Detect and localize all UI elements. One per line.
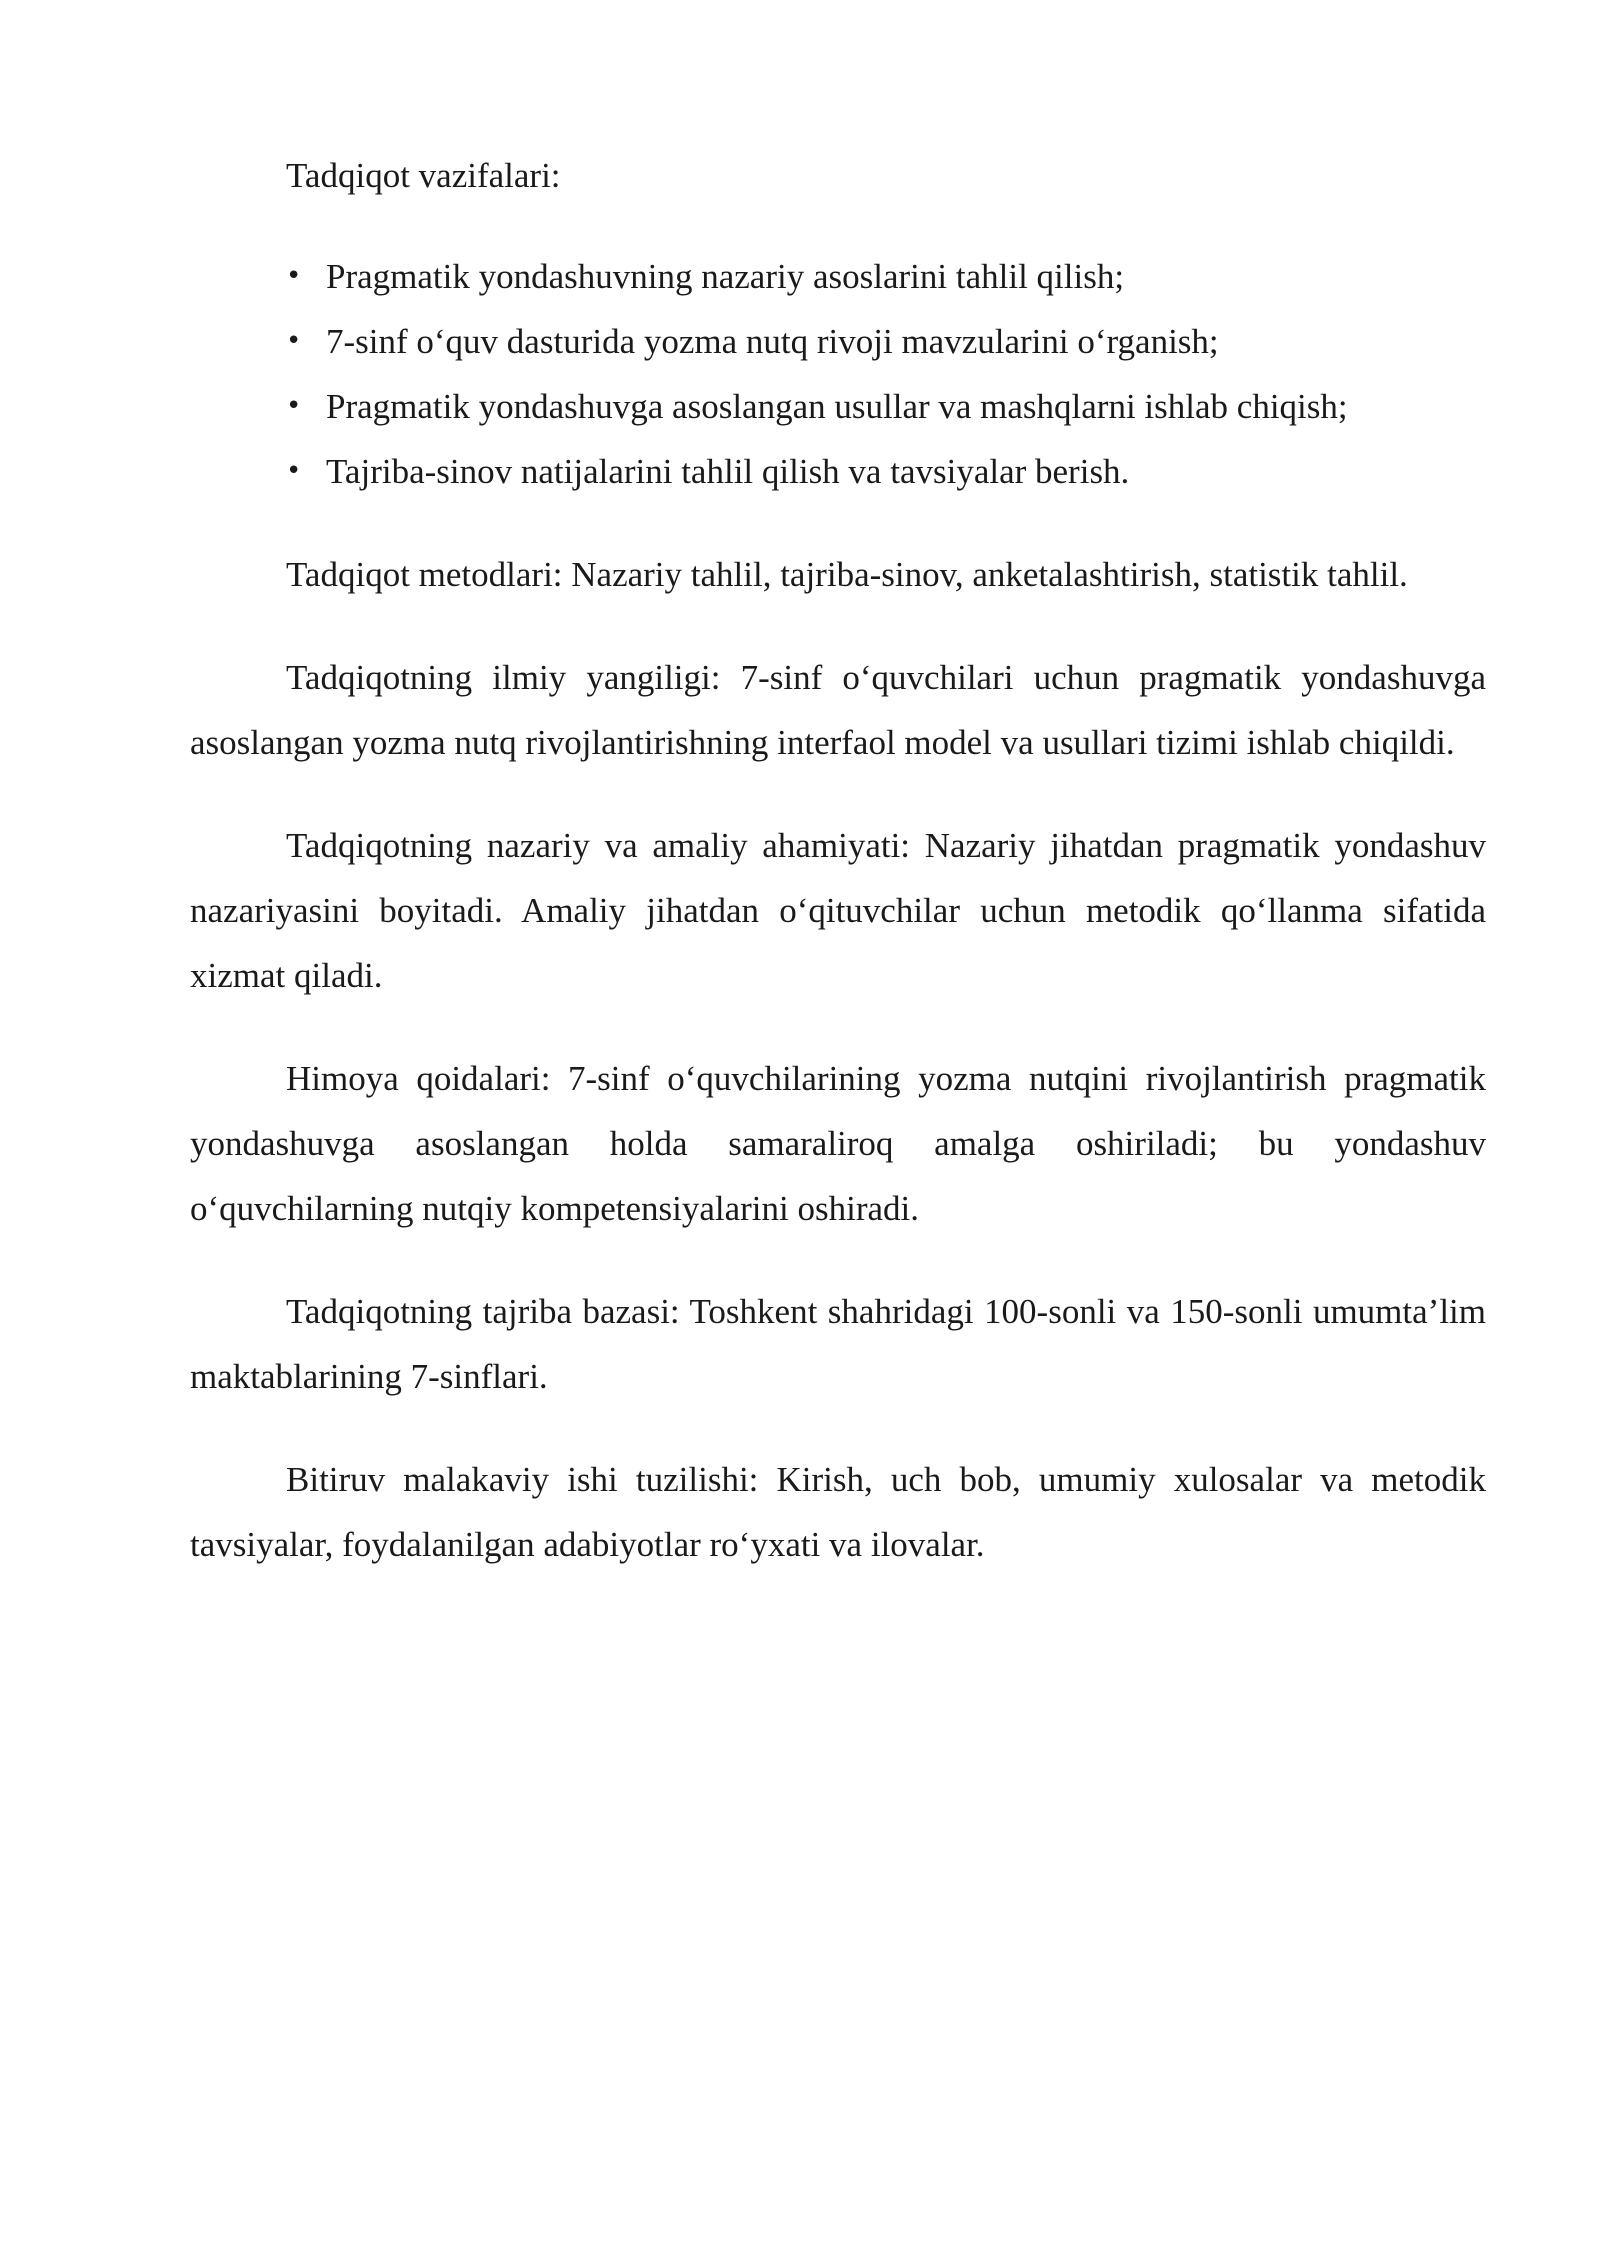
bullet-icon: • — [286, 261, 302, 291]
experimental-base-paragraph: Tadqiqotning tajriba bazasi: Toshkent shahridagi 100-sonli va 150-sonli umumta’lim maktablarining 7-sinflari. — [190, 1292, 1486, 1396]
tasks-list — [190, 244, 1486, 504]
page-content — [190, 143, 1486, 1577]
task-text: Pragmatik yondashuvga asoslangan usullar va mashqlarni ishlab chiqish; — [326, 387, 1348, 426]
significance-paragraph: Tadqiqotning nazariy va amaliy ahamiyati: Nazariy jihatdan pragmatik yondashuv nazariyasini boyitadi. Amaliy jihatdan o‘qituvchilar uchun metodik qo‘llanma sifatida xizmat qiladi. — [190, 826, 1486, 995]
list-item — [286, 244, 1486, 309]
task-text: 7-sinf o‘quv dasturida yozma nutq rivoji mavzularini o‘rganish; — [326, 322, 1219, 361]
novelty-paragraph: Tadqiqotning ilmiy yangiligi: 7-sinf o‘quvchilari uchun pragmatik yondashuvga asoslangan yozma nutq rivojlantirishning interfaol model va usullari tizimi ishlab chiqildi. — [190, 658, 1486, 762]
tasks-heading: Tadqiqot vazifalari: — [286, 156, 561, 195]
bullet-icon: • — [286, 391, 302, 421]
task-text: Pragmatik yondashuvning nazariy asoslarini tahlil qilish; — [326, 257, 1125, 296]
list-item — [286, 439, 1486, 504]
list-item — [286, 374, 1486, 439]
structure-paragraph: Bitiruv malakaviy ishi tuzilishi: Kirish, uch bob, umumiy xulosalar va metodik tavsiyalar, foydalanilgan adabiyotlar ro‘yxati va ilovalar. — [190, 1460, 1486, 1564]
methods-paragraph: Tadqiqot metodlari: Nazariy tahlil, tajriba-sinov, anketalashtirish, statistik tahlil. — [286, 555, 1408, 594]
bullet-icon: • — [286, 326, 302, 356]
bullet-icon: • — [286, 456, 302, 486]
list-item — [286, 309, 1486, 374]
task-text: Tajriba-sinov natijalarini tahlil qilish va tavsiyalar berish. — [326, 452, 1130, 491]
defense-points-paragraph: Himoya qoidalari: 7-sinf o‘quvchilarining yozma nutqini rivojlantirish pragmatik yondashuvga asoslangan holda samaraliroq amalga oshiriladi; bu yondashuv o‘quvchilarning nutqiy kompetensiyalarini oshiradi. — [190, 1059, 1486, 1228]
